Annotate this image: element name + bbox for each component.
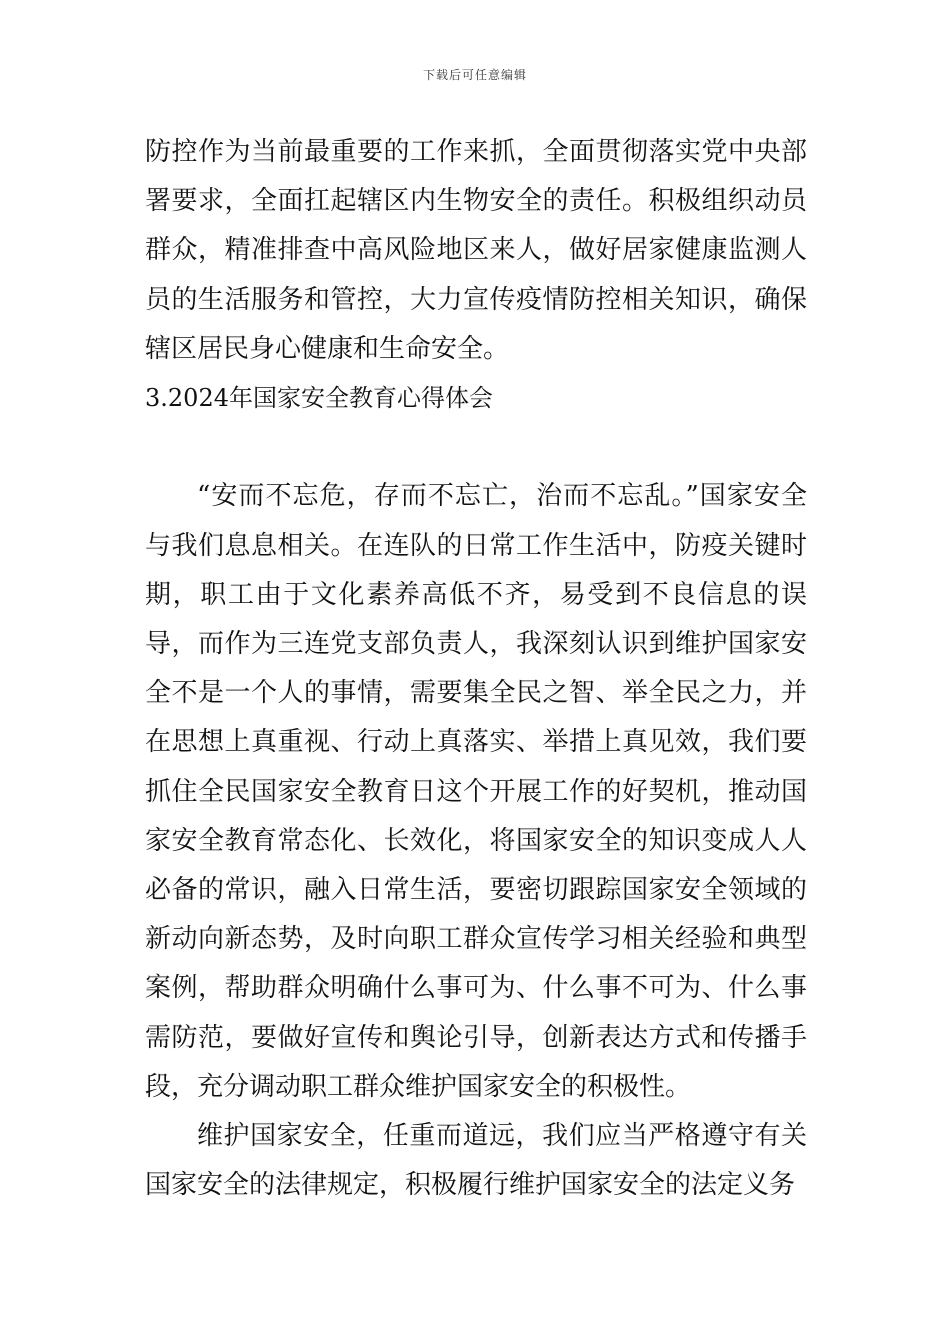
section-heading: 3.2024年国家安全教育心得体会 [145, 384, 493, 413]
header-note: 下载后可任意编辑 [422, 68, 527, 82]
paragraph-national-security: “安而不忘危，存而不忘亡，治而不忘乱。”国家安全与我们息息相关。在连队的日常工作生活中，防疫关键时期，职工由于文化素养高低不齐，易受到不良信息的误导，而作为三连党支部负责人，我深刻认识到维护国家安全不是一个人的事情，需要集全民之智、举全民之力，并在思想上真重视、行动上真落实、举措上真见效，我们要抓住全民国家安全教育日这个开展工作的好契机，推动国家安全教育常态化、长效化，将国家安全的知识变成人人必备的常识，融入日常生活，要密切跟踪国家安全领域的新动向新态势，及时向职工群众宣传学习相关经验和典型案例，帮助群众明确什么事可为、什么事不可为、什么事需防范，要做好宣传和舆论引导，创新表达方式和传播手段，充分调动职工群众维护国家安全的积极性。 [145, 481, 807, 1102]
document-body [145, 128, 807, 1210]
paragraph-obligations: 维护国家安全，任重而道远，我们应当严格遵守有关国家安全的法律规定，积极履行维护国家安全的法定义务 [145, 1121, 807, 1201]
paragraph-continuation: 防控作为当前最重要的工作来抓，全面贯彻落实党中央部署要求，全面扛起辖区内生物安全的责任。积极组织动员群众，精准排查中高风险地区来人，做好居家健康监测人员的生活服务和管控，大力宣传疫情防控相关知识，确保辖区居民身心健康和生命安全。 [145, 137, 807, 364]
blank-line [145, 423, 807, 472]
